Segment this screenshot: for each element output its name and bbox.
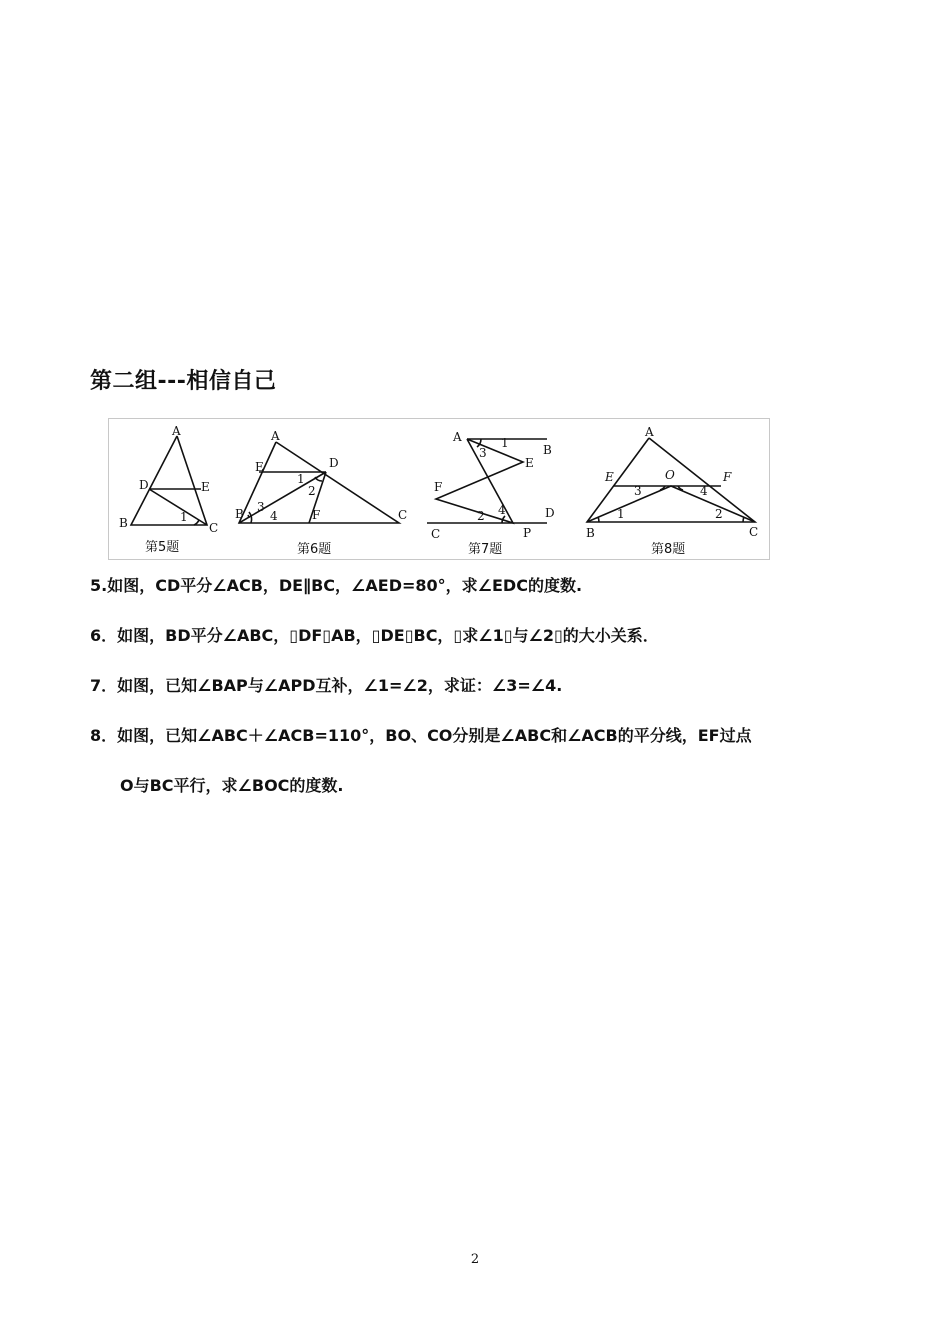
fig7-angle-2: 2 xyxy=(477,509,485,523)
geometry-figures xyxy=(109,419,769,559)
fig7-label-F: F xyxy=(434,480,443,494)
fig7-angle-1: 1 xyxy=(501,436,509,450)
fig8-label-B: B xyxy=(586,526,595,540)
fig7-label-A: A xyxy=(453,430,462,444)
fig6-angle-4: 4 xyxy=(270,509,278,523)
problem-8-line-2: O与BC平行，求∠BOC的度数. xyxy=(120,776,344,795)
fig6-label-E: E xyxy=(255,460,264,474)
fig7-label-C: C xyxy=(431,527,441,541)
fig6-angle-3: 3 xyxy=(257,500,265,514)
fig6-label-A: A xyxy=(271,429,280,443)
problem-8-line-1: 8．如图，已知∠ABC＋∠ACB=110°，BO、CO分别是∠ABC和∠ACB的平分线，EF过点 xyxy=(90,726,752,745)
problem-5: 5.如图，CD平分∠ACB，DE∥BC，∠AED=80°，求∠EDC的度数. xyxy=(90,576,583,595)
fig8-label-F: F xyxy=(723,470,732,484)
fig7-label-B: B xyxy=(543,443,552,457)
figure-7-diagram xyxy=(427,439,547,523)
page-number: 2 xyxy=(470,1252,480,1267)
fig6-label-F: F xyxy=(312,508,321,522)
fig7-label-P: P xyxy=(523,526,532,540)
figure-strip xyxy=(108,418,770,560)
fig8-angle-2: 2 xyxy=(715,507,723,521)
fig5-label-A: A xyxy=(172,424,181,438)
fig5-label-B: B xyxy=(119,516,128,530)
fig6-label-B: B xyxy=(235,507,244,521)
fig8-label-E: E xyxy=(605,470,614,484)
fig5-label-C: C xyxy=(209,521,219,535)
fig5-label-E: E xyxy=(201,480,210,494)
fig7-angle-3: 3 xyxy=(479,446,487,460)
fig8-label-O: O xyxy=(665,468,675,482)
fig6-caption: 第6题 xyxy=(297,542,332,557)
fig8-label-C: C xyxy=(749,525,759,539)
fig7-label-D: D xyxy=(545,506,555,520)
fig6-angle-2: 2 xyxy=(308,484,316,498)
fig8-angle-4: 4 xyxy=(700,484,708,498)
problem-6: 6．如图，BD平分∠ABC，▯DF▯AB，▯DE▯BC，▯求∠1▯与∠2▯的大小关系． xyxy=(90,626,659,645)
fig7-angle-4: 4 xyxy=(498,503,506,517)
fig5-angle-1: 1 xyxy=(180,510,188,524)
fig8-angle-1: 1 xyxy=(617,507,625,521)
fig6-label-D: D xyxy=(329,456,339,470)
fig8-caption: 第8题 xyxy=(651,542,686,557)
fig8-angle-3: 3 xyxy=(634,484,642,498)
problem-7: 7．如图，已知∠BAP与∠APD互补，∠1=∠2，求证：∠3=∠4. xyxy=(90,676,563,695)
fig7-label-E: E xyxy=(525,456,534,470)
fig5-label-D: D xyxy=(139,478,149,492)
section-heading: 第二组---相信自己 xyxy=(90,369,277,394)
fig5-caption: 第5题 xyxy=(145,540,180,555)
fig8-label-A: A xyxy=(645,425,654,439)
fig7-caption: 第7题 xyxy=(468,542,503,557)
fig6-label-C: C xyxy=(398,508,408,522)
fig6-angle-1: 1 xyxy=(297,472,305,486)
